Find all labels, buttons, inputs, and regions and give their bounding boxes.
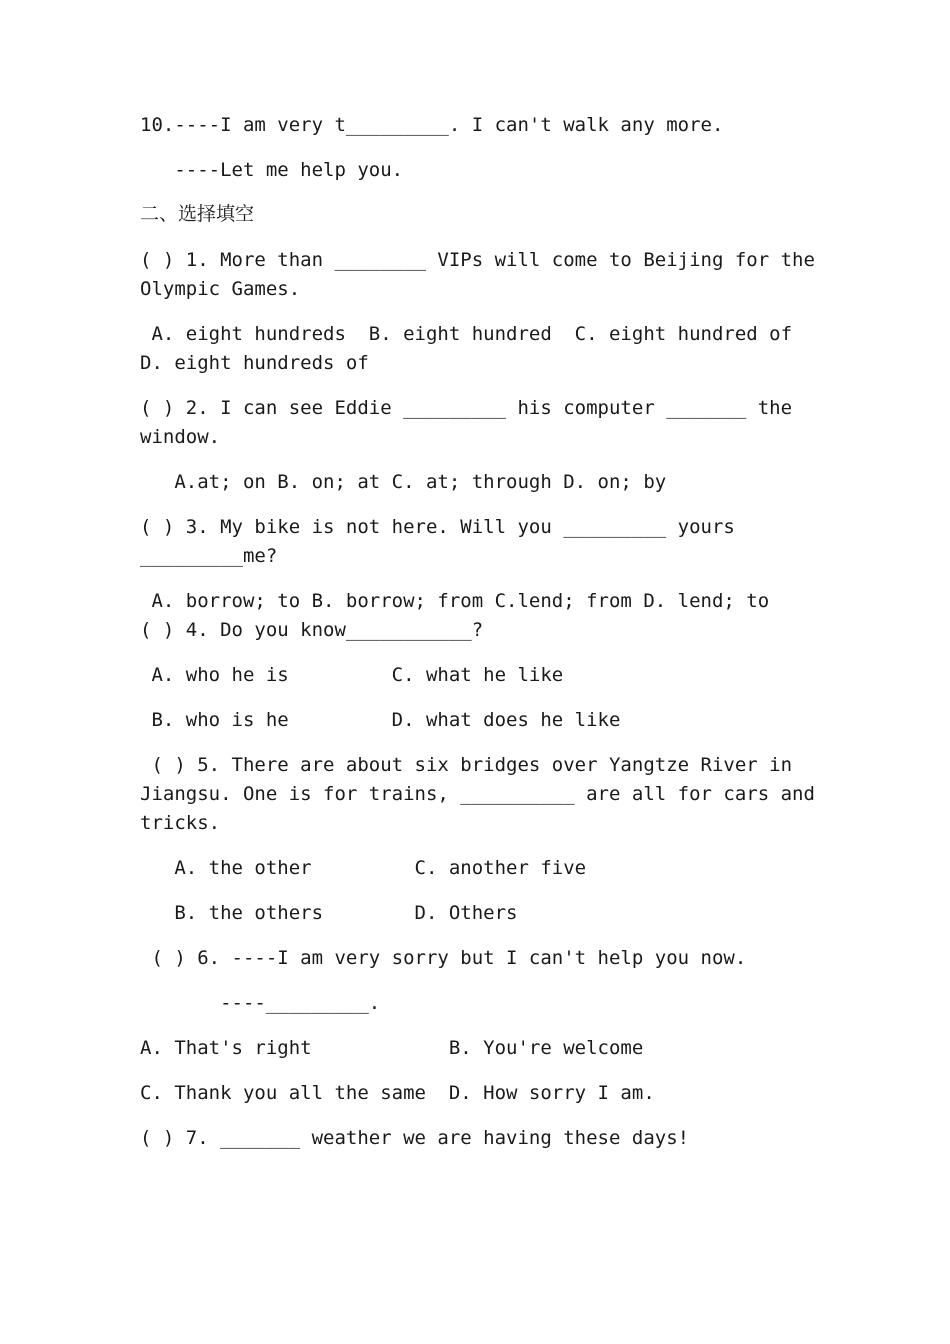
- question-6-line-2: ----_________.: [140, 992, 381, 1014]
- question-4-options-line-1: A. who he is C. what he like: [140, 664, 564, 686]
- section-heading: 二、选择填空: [140, 203, 255, 225]
- question-5-line-1: ( ) 5. There are about six bridges over Yangtze River in: [140, 754, 793, 776]
- question-4-line: ( ) 4. Do you know___________?: [140, 619, 484, 641]
- question-3-line-1: ( ) 3. My bike is not here. Will you _________ yours: [140, 516, 735, 538]
- question-2-line-2: window.: [140, 426, 221, 448]
- question-1-options-line-2: D. eight hundreds of: [140, 352, 369, 374]
- question-10-reply: ----Let me help you.: [140, 159, 404, 181]
- question-1-options-line-1: A. eight hundreds B. eight hundred C. eight hundred of: [140, 323, 793, 345]
- question-2-options: A.at; on B. on; at C. at; through D. on; by: [140, 471, 667, 493]
- question-6-line-1: ( ) 6. ----I am very sorry but I can't help you now.: [140, 947, 747, 969]
- question-10-line: 10.----I am very t_________. I can't walk any more.: [140, 114, 724, 136]
- question-2-line-1: ( ) 2. I can see Eddie _________ his computer _______ the: [140, 397, 793, 419]
- question-5-options-line-1: A. the other C. another five: [140, 857, 587, 879]
- question-7-line: ( ) 7. _______ weather we are having these days!: [140, 1127, 690, 1149]
- question-4-options-line-2: B. who is he D. what does he like: [140, 709, 621, 731]
- question-6-options-line-2: C. Thank you all the same D. How sorry I am.: [140, 1082, 655, 1104]
- question-6-options-line-1: A. That's right B. You're welcome: [140, 1037, 644, 1059]
- question-5-line-2: Jiangsu. One is for trains, __________ are all for cars and: [140, 783, 815, 805]
- question-3-line-2: _________me?: [140, 545, 278, 567]
- question-3-options: A. borrow; to B. borrow; from C.lend; from D. lend; to: [140, 590, 770, 612]
- question-5-line-3: tricks.: [140, 812, 221, 834]
- question-1-line-2: Olympic Games.: [140, 278, 301, 300]
- question-1-line-1: ( ) 1. More than ________ VIPs will come to Beijing for the: [140, 249, 815, 271]
- question-5-options-line-2: B. the others D. Others: [140, 902, 518, 924]
